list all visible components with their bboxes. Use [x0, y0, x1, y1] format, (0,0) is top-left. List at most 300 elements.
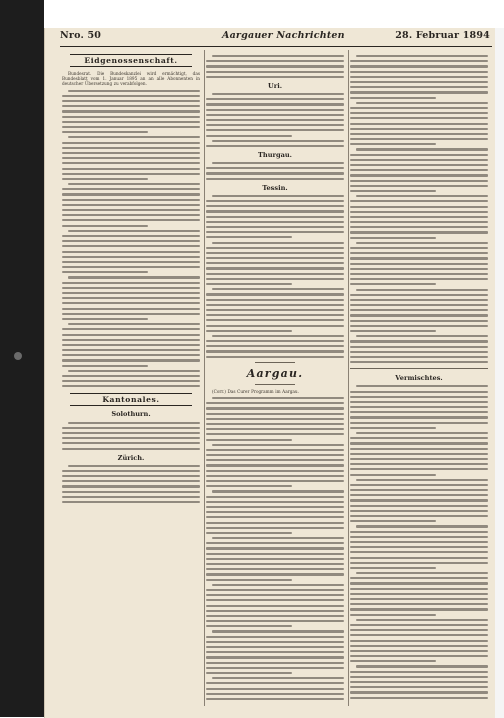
text-line — [350, 608, 488, 610]
text-line — [350, 60, 488, 62]
text-line — [62, 385, 200, 387]
text-line — [206, 547, 344, 549]
text-line — [62, 432, 200, 434]
text-line — [62, 266, 200, 268]
text-line — [350, 268, 488, 270]
text-line — [62, 110, 200, 112]
text-line — [62, 442, 200, 444]
text-line — [212, 288, 344, 290]
text-line — [350, 515, 488, 517]
text-line — [212, 584, 344, 586]
text-line — [206, 226, 344, 228]
section-divider — [255, 384, 295, 385]
text-line — [206, 356, 344, 358]
text-line — [62, 193, 200, 195]
text-line — [350, 123, 488, 125]
text-line — [350, 551, 488, 553]
text-line — [350, 634, 488, 636]
text-line — [206, 200, 344, 202]
text-line — [206, 273, 344, 275]
text-line — [206, 76, 344, 78]
text-line — [68, 370, 200, 372]
text-line — [350, 437, 488, 439]
text-line — [350, 112, 488, 114]
text-line — [350, 624, 488, 626]
text-line — [350, 442, 488, 444]
text-line — [350, 567, 436, 569]
text-line — [350, 330, 436, 332]
text-line — [206, 402, 344, 404]
text-line — [350, 427, 436, 429]
text-line — [62, 448, 200, 450]
text-line — [350, 531, 488, 533]
text-line — [206, 418, 344, 420]
text-line — [350, 263, 488, 265]
text-line — [206, 325, 344, 327]
article-text-block — [206, 397, 344, 702]
text-line — [206, 299, 344, 301]
text-line — [206, 205, 344, 207]
column-divider — [204, 50, 205, 706]
text-line — [206, 71, 344, 73]
text-line — [350, 346, 488, 348]
text-line — [206, 135, 292, 137]
masthead-rule — [60, 46, 492, 47]
text-line — [206, 464, 344, 466]
text-line — [206, 563, 344, 565]
text-line — [62, 178, 148, 180]
text-line — [62, 271, 148, 273]
text-line — [350, 453, 488, 455]
text-line — [206, 231, 344, 233]
text-line — [206, 103, 344, 105]
text-line — [350, 91, 488, 93]
text-line — [350, 81, 488, 83]
section-divider — [255, 362, 295, 363]
text-line — [206, 65, 344, 67]
text-line — [62, 126, 200, 128]
text-line — [206, 216, 344, 218]
text-line — [206, 620, 344, 622]
text-line — [212, 537, 344, 539]
text-line — [356, 385, 488, 387]
text-line — [62, 339, 200, 341]
text-line — [350, 299, 488, 301]
text-line — [206, 423, 344, 425]
text-line — [62, 359, 200, 361]
text-line — [350, 133, 488, 135]
text-line — [356, 335, 488, 337]
text-line — [206, 350, 344, 352]
text-line — [62, 209, 200, 211]
text-line — [350, 520, 436, 522]
text-line — [206, 262, 344, 264]
text-line — [350, 655, 488, 657]
text-line — [206, 662, 344, 664]
text-line — [206, 236, 292, 238]
text-line — [68, 90, 200, 92]
text-line — [206, 293, 344, 295]
text-line — [350, 169, 488, 171]
text-line — [206, 698, 344, 700]
text-line — [350, 252, 488, 254]
text-line — [350, 164, 488, 166]
text-line — [62, 116, 200, 118]
text-line — [350, 541, 488, 543]
article-text-block — [350, 55, 488, 363]
text-line — [206, 599, 344, 601]
text-line — [206, 589, 344, 591]
text-line — [350, 396, 488, 398]
text-line — [62, 475, 200, 477]
text-line — [350, 676, 488, 678]
text-line — [206, 542, 344, 544]
text-line — [350, 474, 436, 476]
text-line — [350, 86, 488, 88]
text-line — [356, 432, 488, 434]
text-line — [212, 242, 344, 244]
text-line — [350, 458, 488, 460]
text-line — [206, 330, 292, 332]
text-line — [206, 345, 344, 347]
text-line — [350, 582, 488, 584]
text-line — [350, 143, 436, 145]
text-line — [62, 204, 200, 206]
text-line — [350, 294, 488, 296]
text-line — [206, 257, 344, 259]
subheading-solothurn: Solothurn. — [62, 410, 200, 418]
text-line — [350, 671, 488, 673]
text-line — [350, 221, 488, 223]
scan-dark-edge — [0, 0, 44, 717]
text-line — [350, 65, 488, 67]
text-line — [356, 289, 488, 291]
text-line — [206, 314, 344, 316]
text-line — [212, 630, 344, 632]
column-divider — [348, 50, 349, 706]
text-line — [206, 413, 344, 415]
text-line — [212, 490, 344, 492]
text-line — [206, 145, 344, 147]
text-line — [206, 407, 344, 409]
text-line — [62, 496, 200, 498]
text-line — [206, 688, 344, 690]
text-line — [206, 119, 344, 121]
text-line — [356, 525, 488, 527]
section-heading-aargau: Aargau. — [206, 367, 344, 380]
text-line — [206, 221, 344, 223]
text-line — [212, 677, 344, 679]
text-line — [62, 219, 200, 221]
text-line — [350, 283, 436, 285]
text-line — [206, 496, 344, 498]
text-line — [206, 693, 344, 695]
text-line — [350, 320, 488, 322]
text-line — [206, 60, 344, 62]
text-line — [350, 603, 488, 605]
text-line — [350, 691, 488, 693]
text-line — [350, 588, 488, 590]
text-line — [68, 183, 200, 185]
issue-number: Nro. 50 — [60, 30, 101, 41]
text-line — [206, 579, 292, 581]
text-line — [350, 356, 488, 358]
text-line — [62, 214, 200, 216]
text-line — [356, 195, 488, 197]
text-line — [350, 494, 488, 496]
article-text-block — [62, 422, 200, 450]
text-line — [62, 437, 200, 439]
text-line — [62, 380, 200, 382]
text-line — [350, 107, 488, 109]
text-line — [206, 247, 344, 249]
text-line — [62, 131, 148, 133]
text-line — [206, 475, 344, 477]
text-line — [62, 162, 200, 164]
text-line — [212, 335, 344, 337]
text-line — [212, 444, 344, 446]
text-line — [62, 100, 200, 102]
text-line — [62, 470, 200, 472]
text-line — [206, 501, 344, 503]
text-line — [68, 276, 200, 278]
text-line — [206, 267, 344, 269]
article-text-block — [206, 93, 344, 147]
article-text-block — [62, 90, 200, 388]
text-line — [350, 505, 488, 507]
text-line — [206, 522, 344, 524]
text-line — [350, 351, 488, 353]
article-text-block — [206, 162, 344, 180]
text-line — [206, 278, 344, 280]
article-text-block — [206, 55, 344, 78]
text-line — [206, 449, 344, 451]
text-line — [350, 278, 488, 280]
text-line — [350, 71, 488, 73]
text-line — [350, 629, 488, 631]
text-line — [206, 252, 344, 254]
text-line — [356, 572, 488, 574]
text-line — [62, 349, 200, 351]
text-line — [62, 251, 200, 253]
text-line — [206, 553, 344, 555]
text-line — [350, 510, 488, 512]
text-line — [350, 117, 488, 119]
text-line — [62, 173, 200, 175]
text-line — [62, 292, 200, 294]
subheading-thurgau: Thurgau. — [206, 151, 344, 159]
text-line — [350, 190, 436, 192]
text-line — [206, 610, 344, 612]
text-line — [350, 340, 488, 342]
newspaper-name: Aargauer Nachrichten — [222, 30, 345, 41]
text-line — [206, 672, 292, 674]
text-line — [350, 325, 488, 327]
text-line — [206, 124, 344, 126]
text-line — [356, 55, 488, 57]
subheading-tessin: Tessin. — [206, 184, 344, 192]
text-line — [62, 240, 200, 242]
text-line — [206, 532, 292, 534]
text-line — [350, 138, 488, 140]
text-line — [206, 480, 344, 482]
text-line — [350, 76, 488, 78]
section-heading-confederation: Eidgenossenschaft. — [70, 54, 192, 67]
text-line — [350, 614, 436, 616]
text-line — [350, 200, 488, 202]
text-line — [62, 427, 200, 429]
text-line — [62, 287, 200, 289]
text-line — [206, 573, 344, 575]
text-line — [62, 168, 200, 170]
text-line — [350, 154, 488, 156]
text-line — [350, 468, 488, 470]
text-line — [206, 459, 344, 461]
text-line — [206, 340, 344, 342]
article-text-block — [62, 465, 200, 503]
text-line — [206, 319, 344, 321]
text-line — [62, 297, 200, 299]
text-line — [206, 605, 344, 607]
text-line — [350, 650, 488, 652]
text-line — [350, 216, 488, 218]
text-line — [206, 594, 344, 596]
text-line — [62, 282, 200, 284]
text-line — [68, 465, 200, 467]
text-line — [62, 328, 200, 330]
text-line — [206, 210, 344, 212]
text-line — [350, 499, 488, 501]
text-line — [62, 235, 200, 237]
text-line — [206, 172, 344, 174]
text-line — [206, 439, 292, 441]
text-line — [350, 577, 488, 579]
text-line — [350, 361, 488, 363]
text-line — [62, 308, 200, 310]
text-line — [350, 391, 488, 393]
text-line — [350, 159, 488, 161]
masthead — [60, 30, 490, 46]
text-line — [350, 304, 488, 306]
text-line — [350, 226, 488, 228]
text-line — [62, 157, 200, 159]
subheading-vermischtes: Vermischtes. — [350, 374, 488, 382]
text-line — [350, 640, 488, 642]
subheading-uri: Uri. — [206, 82, 344, 90]
text-line — [206, 129, 344, 131]
text-line — [350, 309, 488, 311]
text-line — [350, 257, 488, 259]
text-line — [62, 225, 148, 227]
text-line — [206, 283, 292, 285]
text-line — [356, 479, 488, 481]
text-line — [62, 302, 200, 304]
text-line — [206, 470, 344, 472]
section-divider — [350, 368, 488, 369]
text-line — [68, 422, 200, 424]
text-line — [350, 484, 488, 486]
text-line — [206, 178, 344, 180]
text-line — [212, 93, 344, 95]
text-line — [212, 195, 344, 197]
text-line — [206, 428, 344, 430]
text-line — [350, 128, 488, 130]
text-line — [62, 344, 200, 346]
text-line — [350, 314, 488, 316]
text-line — [62, 152, 200, 154]
text-line — [62, 147, 200, 149]
text-line — [62, 142, 200, 144]
text-line — [206, 667, 344, 669]
text-line — [62, 354, 200, 356]
text-line — [356, 102, 488, 104]
column-left — [62, 52, 200, 702]
issue-date: 28. Februar 1894 — [395, 30, 490, 41]
text-line — [206, 98, 344, 100]
text-line — [206, 109, 344, 111]
text-line — [350, 489, 488, 491]
text-line — [206, 568, 344, 570]
text-line — [350, 536, 488, 538]
text-line — [350, 681, 488, 683]
text-line — [62, 121, 200, 123]
text-line — [350, 185, 488, 187]
text-line — [350, 406, 488, 408]
subheading-zurich: Zürich. — [62, 454, 200, 462]
paragraph-aargau-lead: (Corr.) Das Curer Programm im Aargau. — [206, 389, 344, 394]
text-line — [62, 245, 200, 247]
paragraph-bundesrat: Bundesrat. Die Bundeskanzlei wird ermächtigt, das Bundesblatt vom 1. Januar 1895 an an alle Abonnenten in deutscher Übersetzung zu verabfolgen. — [62, 71, 200, 87]
text-line — [350, 686, 488, 688]
text-line — [62, 501, 200, 503]
text-line — [206, 304, 344, 306]
text-line — [62, 485, 200, 487]
text-line — [206, 485, 292, 487]
text-line — [62, 105, 200, 107]
text-line — [206, 558, 344, 560]
text-line — [68, 230, 200, 232]
text-line — [350, 645, 488, 647]
text-line — [62, 334, 200, 336]
text-line — [350, 411, 488, 413]
text-line — [350, 697, 488, 699]
text-line — [62, 491, 200, 493]
text-line — [356, 619, 488, 621]
text-line — [206, 651, 344, 653]
text-line — [350, 247, 488, 249]
text-line — [206, 511, 344, 513]
text-line — [206, 506, 344, 508]
text-line — [212, 162, 344, 164]
text-line — [350, 422, 488, 424]
text-line — [350, 598, 488, 600]
text-line — [350, 401, 488, 403]
text-line — [62, 188, 200, 190]
text-line — [206, 114, 344, 116]
text-line — [206, 527, 344, 529]
text-line — [356, 148, 488, 150]
text-line — [206, 433, 344, 435]
text-line — [62, 256, 200, 258]
text-line — [350, 273, 488, 275]
text-line — [350, 448, 488, 450]
text-line — [68, 136, 200, 138]
text-line — [62, 365, 148, 367]
column-right — [350, 52, 488, 702]
text-line — [350, 463, 488, 465]
text-line — [350, 557, 488, 559]
text-line — [350, 562, 488, 564]
